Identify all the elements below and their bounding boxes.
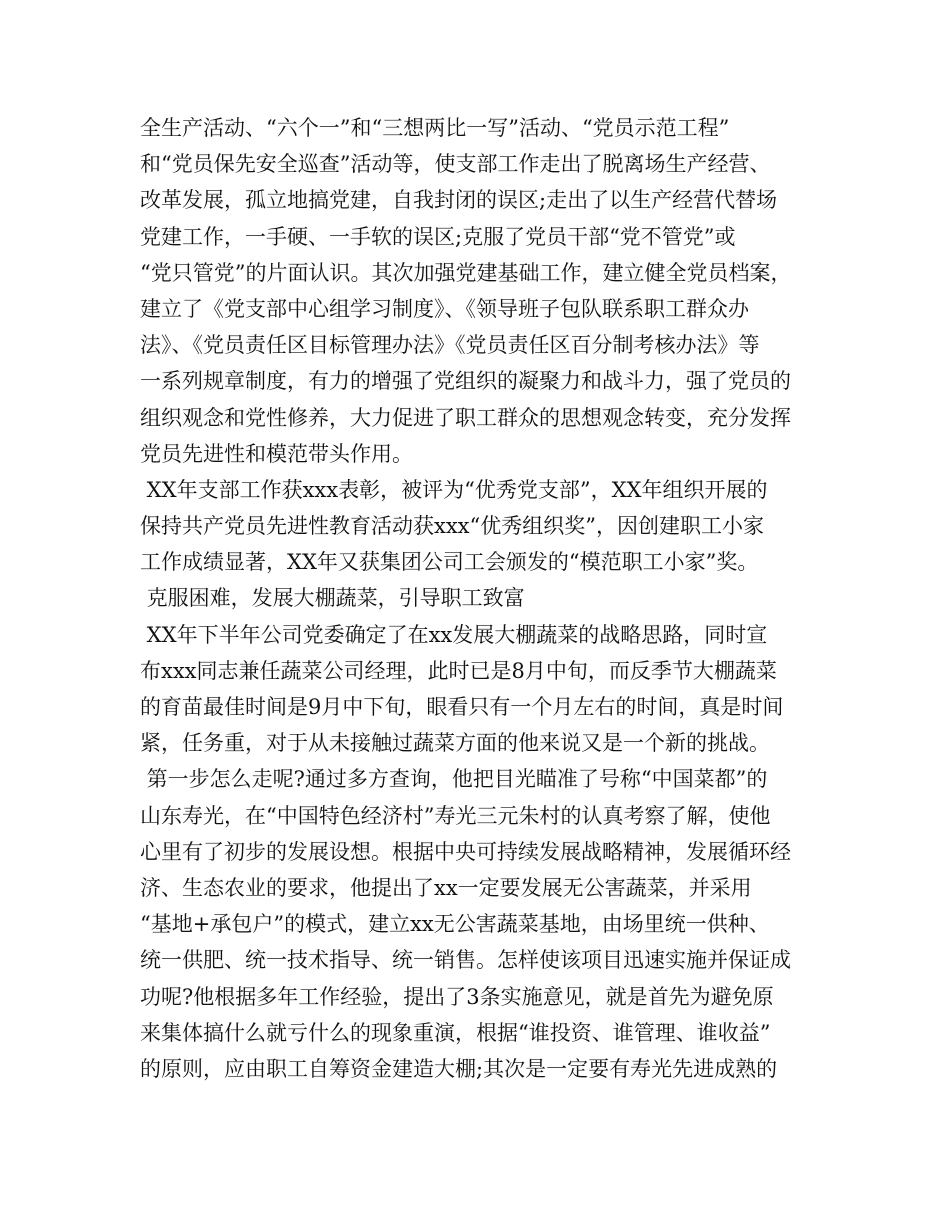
text-line: 山东寿光，在“中国特色经济村”寿光三元朱村的认真考察了解，使他 bbox=[140, 803, 771, 828]
text-line: 的育苗最佳时间是9月中下旬，眼看只有一个月左右的时间，真是时间 bbox=[140, 695, 784, 719]
text-line: 党建工作，一手硬、一手软的误区;克服了党员干部“党不管党”或 bbox=[140, 224, 736, 249]
text-line: 济、生态农业的要求，他提出了xx一定要发展无公害蔬菜，并采用 bbox=[140, 875, 752, 900]
text-line: 一系列规章制度，有力的增强了党组织的凝聚力和战斗力，强了党员的 bbox=[140, 369, 791, 394]
text-line: 和“党员保先安全巡查”活动等，使支部工作走出了脱离场生产经营、 bbox=[140, 152, 771, 177]
text-line: 建立了《党支部中心组学习制度》、《领导班子包队联系职工群众办 bbox=[140, 296, 749, 321]
text-line: 组织观念和党性修养，大力促进了职工群众的思想观念转变，充分发挥 bbox=[140, 405, 791, 430]
text-line: 的原则，应由职工自筹资金建造大棚;其次是一定要有寿光先进成熟的 bbox=[140, 1056, 778, 1081]
text-line: 法》、《党员责任区目标管理办法》《党员责任区百分制考核办法》等 bbox=[140, 333, 760, 358]
text-line: 功呢?他根据多年工作经验，提出了3条实施意见，就是首先为避免原 bbox=[140, 984, 774, 1009]
text-line: 保持共产党员先进性教育活动获xxx“优秀组织奖”，因创建职工小家 bbox=[140, 514, 764, 539]
text-line: 工作成绩显著，XX年又获集团公司工会颁发的“模范职工小家”奖。 bbox=[140, 550, 759, 575]
text-line: “党只管党”的片面认识。其次加强党建基础工作，建立健全党员档案， bbox=[140, 260, 792, 285]
text-line: 改革发展，孤立地搞党建，自我封闭的误区;走出了以生产经营代替场 bbox=[140, 188, 778, 213]
section-heading: 克服困难，发展大棚蔬菜，引导职工致富 bbox=[140, 586, 525, 611]
text-line: XX年支部工作获xxx表彰，被评为“优秀党支部”，XX年组织开展的 bbox=[140, 477, 768, 502]
document-body bbox=[140, 110, 840, 1087]
text-line: 心里有了初步的发展设想。根据中央可持续发展战略精神，发展循环经 bbox=[140, 839, 791, 864]
text-line: 第一步怎么走呢?通过多方查询，他把目光瞄准了号称“中国菜都”的 bbox=[140, 767, 768, 792]
text-line: 紧，任务重，对于从未接触过蔬菜方面的他来说又是一个新的挑战。 bbox=[140, 731, 770, 756]
text-line: 全生产活动、“六个一”和“三想两比一写”活动、“党员示范工程” bbox=[140, 116, 730, 140]
text-line: 统一供肥、统一技术指导、统一销售。怎样使该项目迅速实施并保证成 bbox=[140, 948, 791, 973]
text-line: “基地+承包户”的模式，建立xx无公害蔬菜基地，由场里统一供种、 bbox=[140, 912, 770, 937]
text-line: 布xxx同志兼任蔬菜公司经理，此时已是8月中旬，而反季节大棚蔬菜 bbox=[140, 658, 777, 683]
text-line: XX年下半年公司党委确定了在xx发展大棚蔬菜的战略思路，同时宣 bbox=[140, 622, 768, 647]
text-line: 来集体搞什么就亏什么的现象重演，根据“谁投资、谁管理、谁收益” bbox=[140, 1020, 771, 1045]
text-line: 党员先进性和模范带头作用。 bbox=[140, 441, 413, 466]
